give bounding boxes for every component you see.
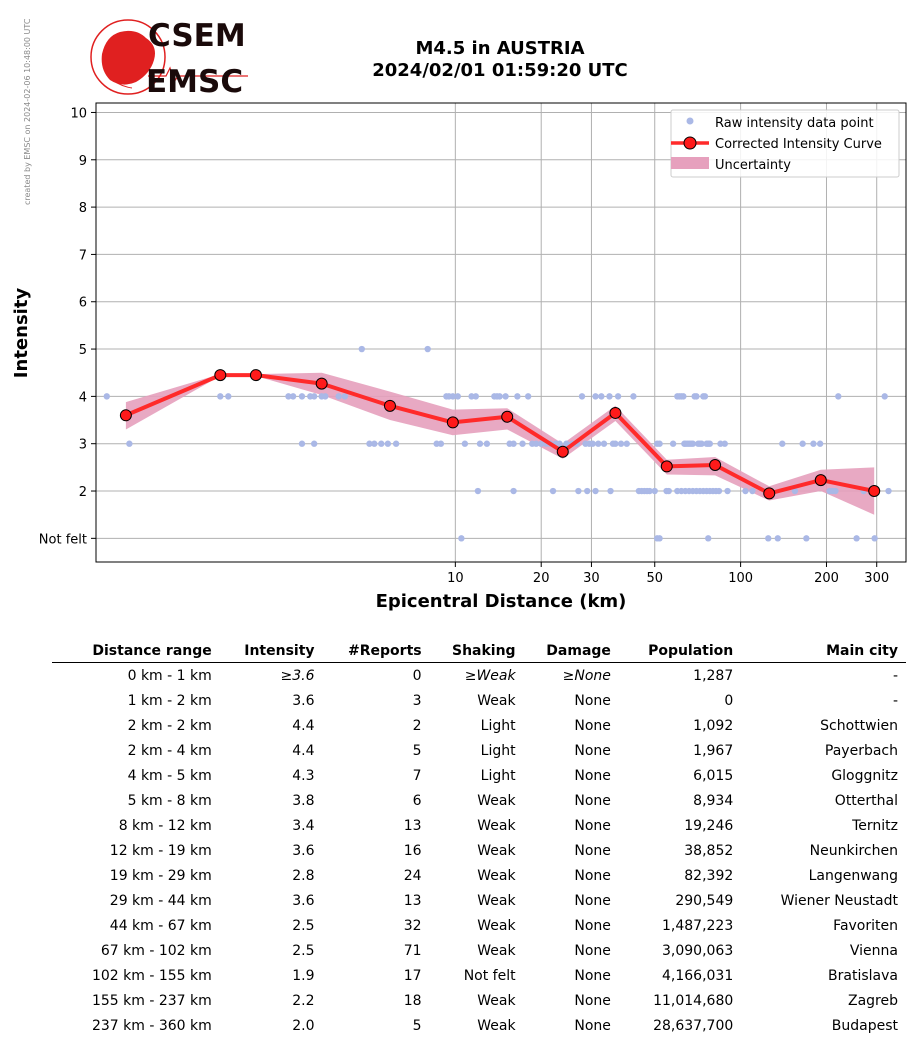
raw-point xyxy=(342,393,348,399)
raw-point xyxy=(652,488,658,494)
y-tick-label: 10 xyxy=(70,106,87,122)
table-cell: 155 km - 237 km xyxy=(91,992,212,1009)
table-cell: 3.6 xyxy=(292,692,315,709)
table-cell: None xyxy=(574,992,611,1009)
table-cell: Weak xyxy=(477,942,516,959)
raw-point xyxy=(378,441,384,447)
raw-point xyxy=(742,488,748,494)
table-cell: 2.2 xyxy=(292,992,315,1009)
table-cell: Weak xyxy=(477,867,516,884)
legend xyxy=(671,110,899,177)
table-cell: 4.4 xyxy=(292,717,315,734)
table-cell: 2.8 xyxy=(292,867,315,884)
table-row xyxy=(52,738,906,763)
table-header-cell: Intensity xyxy=(220,640,323,663)
raw-point xyxy=(885,488,891,494)
table-cell: ≥None xyxy=(562,667,611,684)
table-cell: ≥3.6 xyxy=(280,667,315,684)
table-cell: Light xyxy=(480,717,516,734)
table-cell: 28,637,700 xyxy=(653,1017,734,1034)
raw-point xyxy=(656,535,662,541)
y-tick-label: 8 xyxy=(78,201,87,217)
raw-point xyxy=(722,441,728,447)
table-cell: 18 xyxy=(403,992,422,1009)
table-cell: Vienna xyxy=(849,942,898,959)
y-tick-label: 6 xyxy=(78,295,87,311)
curve-point xyxy=(250,370,261,381)
raw-point xyxy=(607,488,613,494)
table-row xyxy=(52,888,906,913)
curve-point xyxy=(610,407,621,418)
table-cell: 4,166,031 xyxy=(662,967,734,984)
table-cell: 5 xyxy=(412,1017,422,1034)
table-cell: 4.3 xyxy=(292,767,315,784)
table-cell: Weak xyxy=(477,692,516,709)
raw-point xyxy=(371,441,377,447)
table-cell: 67 km - 102 km xyxy=(100,942,212,959)
y-tick-label: Not felt xyxy=(38,532,87,548)
table-cell: 2 km - 2 km xyxy=(127,717,212,734)
y-tick-label: 3 xyxy=(78,437,87,453)
axis-ticks xyxy=(39,106,889,586)
raw-point xyxy=(104,393,110,399)
table-cell: 3 xyxy=(412,692,422,709)
table-cell: None xyxy=(574,942,611,959)
raw-point xyxy=(707,441,713,447)
legend-uncertainty-swatch xyxy=(671,157,709,169)
table-row xyxy=(52,963,906,988)
table-row xyxy=(52,663,906,689)
table-cell: Weak xyxy=(477,1017,516,1034)
raw-point xyxy=(612,441,618,447)
y-tick-label: 2 xyxy=(78,485,87,501)
raw-point xyxy=(385,441,391,447)
legend-curve-label: Corrected Intensity Curve xyxy=(715,137,882,152)
table-cell: Weak xyxy=(477,992,516,1009)
raw-point xyxy=(575,488,581,494)
table-cell: 5 km - 8 km xyxy=(127,792,212,809)
table-cell: 32 xyxy=(403,917,422,934)
table-cell: None xyxy=(574,717,611,734)
raw-point xyxy=(335,393,341,399)
raw-point xyxy=(311,393,317,399)
table-cell: 2 km - 4 km xyxy=(127,742,212,759)
table-cell: None xyxy=(574,792,611,809)
raw-point xyxy=(716,488,722,494)
table-row xyxy=(52,863,906,888)
table-cell: 17 xyxy=(403,967,422,984)
table-cell: Payerbach xyxy=(824,742,898,759)
raw-point xyxy=(871,535,877,541)
legend-raw-marker xyxy=(687,118,694,125)
table-cell: 3,090,063 xyxy=(662,942,734,959)
raw-point xyxy=(803,535,809,541)
table-row xyxy=(52,788,906,813)
table-cell: Weak xyxy=(477,817,516,834)
logo-line1: CSEM xyxy=(148,18,246,54)
table-cell: 3.8 xyxy=(292,792,315,809)
y-axis-label: Intensity xyxy=(11,287,32,379)
table-cell: 6,015 xyxy=(693,767,734,784)
table-cell: 0 km - 1 km xyxy=(127,667,212,684)
raw-point xyxy=(707,488,713,494)
table-cell: 8 km - 12 km xyxy=(118,817,212,834)
table-cell: 1,967 xyxy=(693,742,734,759)
table-cell: 2 xyxy=(412,717,422,734)
raw-point xyxy=(592,393,598,399)
raw-point xyxy=(514,393,520,399)
raw-point xyxy=(299,441,305,447)
raw-point xyxy=(311,441,317,447)
table-cell: Weak xyxy=(477,792,516,809)
table-cell: Weak xyxy=(477,917,516,934)
table-cell: 1,092 xyxy=(693,717,734,734)
raw-point xyxy=(693,393,699,399)
table-row xyxy=(52,913,906,938)
table-header-row xyxy=(52,640,906,663)
table-header-cell: Population xyxy=(619,640,741,663)
raw-point xyxy=(592,488,598,494)
curve-point xyxy=(661,461,672,472)
raw-point xyxy=(882,393,888,399)
table-cell: 44 km - 67 km xyxy=(109,917,212,934)
table-cell: 3.6 xyxy=(292,842,315,859)
table-cell: 3.4 xyxy=(292,817,315,834)
x-axis-label: Epicentral Distance (km) xyxy=(375,591,627,612)
raw-point xyxy=(832,488,838,494)
raw-point xyxy=(225,393,231,399)
raw-point xyxy=(799,441,805,447)
raw-point xyxy=(484,441,490,447)
curve-point xyxy=(710,459,721,470)
raw-point xyxy=(749,488,755,494)
table-cell: ≥Weak xyxy=(464,667,516,684)
curve-point xyxy=(764,488,775,499)
raw-point xyxy=(624,441,630,447)
table-header-cell: #Reports xyxy=(323,640,430,663)
table-cell: Gloggnitz xyxy=(831,767,898,784)
table-cell: Favoriten xyxy=(833,917,898,934)
raw-point xyxy=(666,488,672,494)
table-cell: 8,934 xyxy=(693,792,734,809)
table-cell: 1.9 xyxy=(292,967,315,984)
table-cell: Not felt xyxy=(463,967,516,984)
table-cell: Wiener Neustadt xyxy=(780,892,898,909)
table-cell: 0 xyxy=(412,667,422,684)
distance-table xyxy=(52,640,906,1038)
curve-point xyxy=(316,378,327,389)
table-cell: 2.5 xyxy=(292,942,315,959)
legend-curve-marker xyxy=(684,137,696,149)
table-cell: None xyxy=(574,892,611,909)
table-cell: 82,392 xyxy=(684,867,734,884)
table-cell: Schottwien xyxy=(820,717,898,734)
raw-point xyxy=(589,441,595,447)
table-cell: Neunkirchen xyxy=(809,842,898,859)
table-cell: 6 xyxy=(412,792,422,809)
raw-point xyxy=(510,441,516,447)
table-row xyxy=(52,713,906,738)
table-cell: 0 xyxy=(724,692,734,709)
table-cell: Otterthal xyxy=(834,792,898,809)
table-header-cell: Damage xyxy=(524,640,619,663)
table-row xyxy=(52,813,906,838)
curve-point xyxy=(869,486,880,497)
raw-point xyxy=(595,441,601,447)
table-cell: None xyxy=(574,692,611,709)
table-header-cell: Shaking xyxy=(430,640,524,663)
raw-point xyxy=(424,346,430,352)
table-cell: 3.6 xyxy=(292,892,315,909)
raw-point xyxy=(817,441,823,447)
raw-point xyxy=(835,393,841,399)
raw-point xyxy=(477,441,483,447)
table-cell: 12 km - 19 km xyxy=(109,842,212,859)
legend-uncertainty-label: Uncertainty xyxy=(715,158,791,173)
raw-point xyxy=(775,535,781,541)
table-cell: 1,487,223 xyxy=(662,917,734,934)
table-cell: 7 xyxy=(412,767,422,784)
raw-point xyxy=(322,393,328,399)
table-cell: 38,852 xyxy=(684,842,734,859)
legend-raw-label: Raw intensity data point xyxy=(715,116,874,131)
x-tick-label: 10 xyxy=(447,571,464,586)
chart-title: M4.5 in AUSTRIA xyxy=(415,38,585,59)
raw-point xyxy=(618,441,624,447)
raw-point xyxy=(601,441,607,447)
raw-point xyxy=(705,535,711,541)
table-cell: 24 xyxy=(403,867,422,884)
table-cell: 4 km - 5 km xyxy=(127,767,212,784)
raw-point xyxy=(126,441,132,447)
intensity-curve xyxy=(120,370,879,499)
raw-point xyxy=(615,393,621,399)
x-tick-label: 50 xyxy=(646,571,664,586)
table-cell: 13 xyxy=(403,817,422,834)
table-cell: None xyxy=(574,742,611,759)
table-cell: Ternitz xyxy=(852,817,898,834)
table-cell: - xyxy=(892,667,898,684)
curve-point xyxy=(384,400,395,411)
table-cell: 29 km - 44 km xyxy=(109,892,212,909)
table-cell: 4.4 xyxy=(292,742,315,759)
table-cell: 102 km - 155 km xyxy=(91,967,212,984)
raw-point xyxy=(510,488,516,494)
x-tick-label: 100 xyxy=(728,571,754,586)
raw-point xyxy=(462,441,468,447)
y-tick-label: 5 xyxy=(78,343,87,359)
table-row xyxy=(52,838,906,863)
raw-point xyxy=(359,346,365,352)
raw-point xyxy=(290,393,296,399)
table-header-cell: Distance range xyxy=(52,640,220,663)
x-tick-label: 200 xyxy=(814,571,839,586)
curve-point xyxy=(502,411,513,422)
raw-point xyxy=(299,393,305,399)
table-cell: Weak xyxy=(477,892,516,909)
table-header-cell: Main city xyxy=(741,640,906,663)
table-cell: 71 xyxy=(403,942,422,959)
table-cell: 16 xyxy=(403,842,422,859)
table-cell: Weak xyxy=(477,842,516,859)
raw-point xyxy=(765,535,771,541)
table-cell: None xyxy=(574,842,611,859)
table-cell: Budapest xyxy=(831,1017,898,1034)
table-row xyxy=(52,688,906,713)
credit-text: created by EMSC on 2024-02-06 10:48:00 UTC xyxy=(23,18,32,205)
raw-point xyxy=(680,393,686,399)
table-cell: None xyxy=(574,967,611,984)
x-tick-label: 20 xyxy=(532,571,550,586)
table-cell: 19,246 xyxy=(684,817,734,834)
table-row xyxy=(52,988,906,1013)
table-cell: None xyxy=(574,917,611,934)
raw-point xyxy=(458,535,464,541)
raw-point xyxy=(550,488,556,494)
table-cell: 237 km - 360 km xyxy=(91,1017,212,1034)
y-tick-label: 7 xyxy=(78,248,87,264)
logo-line2: EMSC xyxy=(146,64,244,98)
table-row xyxy=(52,1013,906,1038)
raw-point xyxy=(584,488,590,494)
raw-point xyxy=(630,393,636,399)
raw-point xyxy=(853,535,859,541)
table-cell: 11,014,680 xyxy=(653,992,734,1009)
table-cell: - xyxy=(892,692,898,709)
table-cell: 290,549 xyxy=(675,892,734,909)
raw-point xyxy=(455,393,461,399)
curve-point xyxy=(120,410,131,421)
x-tick-label: 300 xyxy=(864,571,890,586)
raw-point xyxy=(606,393,612,399)
table-cell: 19 km - 29 km xyxy=(109,867,212,884)
curve-point xyxy=(447,417,458,428)
table-cell: 2.0 xyxy=(292,1017,315,1034)
table-cell: None xyxy=(574,817,611,834)
curve-point xyxy=(557,446,568,457)
raw-point xyxy=(598,393,604,399)
table-cell: 13 xyxy=(403,892,422,909)
table-cell: Zagreb xyxy=(847,992,898,1009)
y-tick-label: 4 xyxy=(78,390,87,406)
raw-point xyxy=(525,393,531,399)
raw-point xyxy=(217,393,223,399)
table-cell: 1,287 xyxy=(693,667,734,684)
table-cell: None xyxy=(574,767,611,784)
raw-point xyxy=(519,441,525,447)
table-cell: 2.5 xyxy=(292,917,315,934)
y-tick-label: 9 xyxy=(78,153,87,169)
table-row xyxy=(52,938,906,963)
curve-line xyxy=(126,375,874,493)
x-tick-label: 30 xyxy=(583,571,600,586)
raw-point xyxy=(810,441,816,447)
table-cell: Langenwang xyxy=(808,867,898,884)
raw-point xyxy=(502,393,508,399)
table-cell: Light xyxy=(480,742,516,759)
curve-point xyxy=(815,475,826,486)
table-cell: 5 xyxy=(412,742,422,759)
chart-subtitle: 2024/02/01 01:59:20 UTC xyxy=(372,60,628,81)
raw-point xyxy=(670,441,676,447)
raw-point xyxy=(496,393,502,399)
raw-point xyxy=(702,393,708,399)
raw-point xyxy=(656,441,662,447)
table-cell: Light xyxy=(480,767,516,784)
curve-point xyxy=(215,370,226,381)
raw-point xyxy=(438,441,444,447)
table-cell: None xyxy=(574,867,611,884)
raw-point xyxy=(779,441,785,447)
table-cell: 1 km - 2 km xyxy=(127,692,212,709)
raw-point xyxy=(579,393,585,399)
raw-point xyxy=(393,441,399,447)
table-cell: Bratislava xyxy=(828,967,898,984)
table-cell: None xyxy=(574,1017,611,1034)
raw-point xyxy=(475,488,481,494)
raw-point xyxy=(724,488,730,494)
table-row xyxy=(52,763,906,788)
raw-point xyxy=(473,393,479,399)
